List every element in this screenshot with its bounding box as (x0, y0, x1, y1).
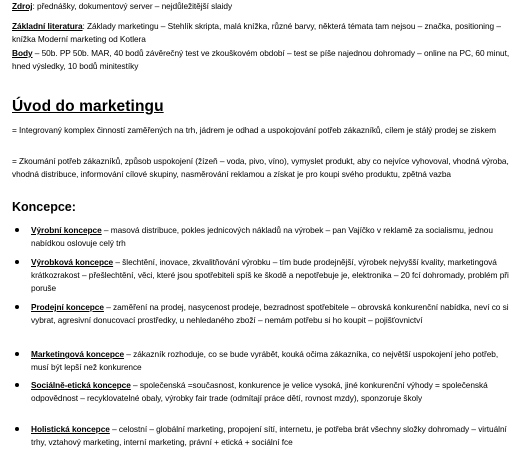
bullet-icon (15, 427, 19, 431)
definition-1: = Integrovaný komplex činností zaměřených na trh, jádrem je odhad a uspokojování potřeb zákazníků, cílem je stálý prodej se ziskem (12, 125, 496, 135)
list-item-text (31, 301, 513, 327)
list-item-text (31, 256, 513, 296)
source-label: Zdroj (12, 1, 33, 11)
concept-description: – celostní – globální marketing, propojení sítí, internetu, je potřeba brát všechny složky dohromady – virtuální trhy, vztahový marketing, interní marketing, právní + etická + sociální fce (31, 424, 507, 448)
definition-2: = Zkoumání potřeb zákazníků, způsob uspokojení (žízeň – voda, pivo, víno), vymyslet produkt, aby co nejvíce vyhovoval, vhodná výroba, vhodná distribuce, informování cílové skupiny, nasměrování reklamou a získat je pro koupi svého produktu, zpětná vazba (12, 156, 509, 180)
section-heading: Úvod do marketingu (12, 98, 164, 115)
points-text: – 50b. PP 50b. MAR, 40 bodů závěrečný test ve zkouškovém období – test se píše najednou dohromady – online na PC, 60 minut, hned výsledky, 10 bodů minitestíky (12, 48, 510, 72)
concept-description: – masová distribuce, pokles jednicových nákladů na výrobek – pan Vajíčko v reklamě za socialismu, jednou nabídkou oslovuje celý trh (31, 225, 493, 249)
list-item-text (31, 379, 513, 405)
points-line (12, 47, 512, 73)
bullet-icon (15, 228, 19, 232)
concept-label: Marketingová koncepce (31, 349, 125, 359)
points-label: Body (12, 48, 33, 58)
literature-label: Základní literatura (12, 21, 83, 31)
concept-label: Holistická koncepce (31, 424, 110, 434)
bullet-icon (15, 352, 19, 356)
concept-label: Sociálně-etická koncepce (31, 380, 131, 390)
koncepce-heading: Koncepce: (12, 200, 76, 214)
concept-description: – společenská =současnost, konkurence je velice vysoká, jiné konkurenční výhody = společenská odpovědnost – recyklovatelné obaly, výrobky fair trade (odmítají práce dětí, rovnost mzdy), sponzoruje školy (31, 380, 488, 404)
list-item-text (31, 348, 513, 374)
source-line (12, 0, 512, 13)
concept-description: – zaměření na prodej, nasycenost prodeje, bezradnost spotřebitele – obrovská konkurenční nabídka, neví co si vybrat, agresivní donucovací prostředky, u nehledaného zboží – nemám potřebu si ho koupit – pojišťovnictví (31, 302, 509, 326)
bullet-icon (15, 305, 19, 309)
literature-text: : Základy marketingu – Stehlík skripta, malá knížka, různé barvy, některá témata tam nejsou – značka, positioning – knížka Moderní marketing od Kotlera (12, 21, 501, 45)
list-item-text (31, 423, 513, 449)
concept-label: Výrobní koncepce (31, 225, 102, 235)
concept-description: – zákazník rozhoduje, co se bude vyrábět, kouká očima zákazníka, co největší uspokojení jeho potřeb, musí být lepší než konkurence (31, 349, 499, 373)
concept-description: – šlechtění, inovace, zkvalitňování výrobku – tím bude prodejnější, výrobek nejvyšší kvality, marketingová krátkozrakost – přešlechtění, věci, které jsou spotřebiteli spíš ke škodě a nepotřebuje je, elektronika – 20 fcí dohromady, problém při poruše (31, 257, 509, 294)
concept-label: Prodejní koncepce (31, 302, 104, 312)
source-text: : přednášky, dokumentový server – nejdůležitější slaidy (32, 1, 233, 11)
literature-line (12, 20, 512, 46)
bullet-icon (15, 383, 19, 387)
bullet-icon (15, 260, 19, 264)
list-item-text (31, 224, 513, 250)
concept-label: Výrobková koncepce (31, 257, 114, 267)
